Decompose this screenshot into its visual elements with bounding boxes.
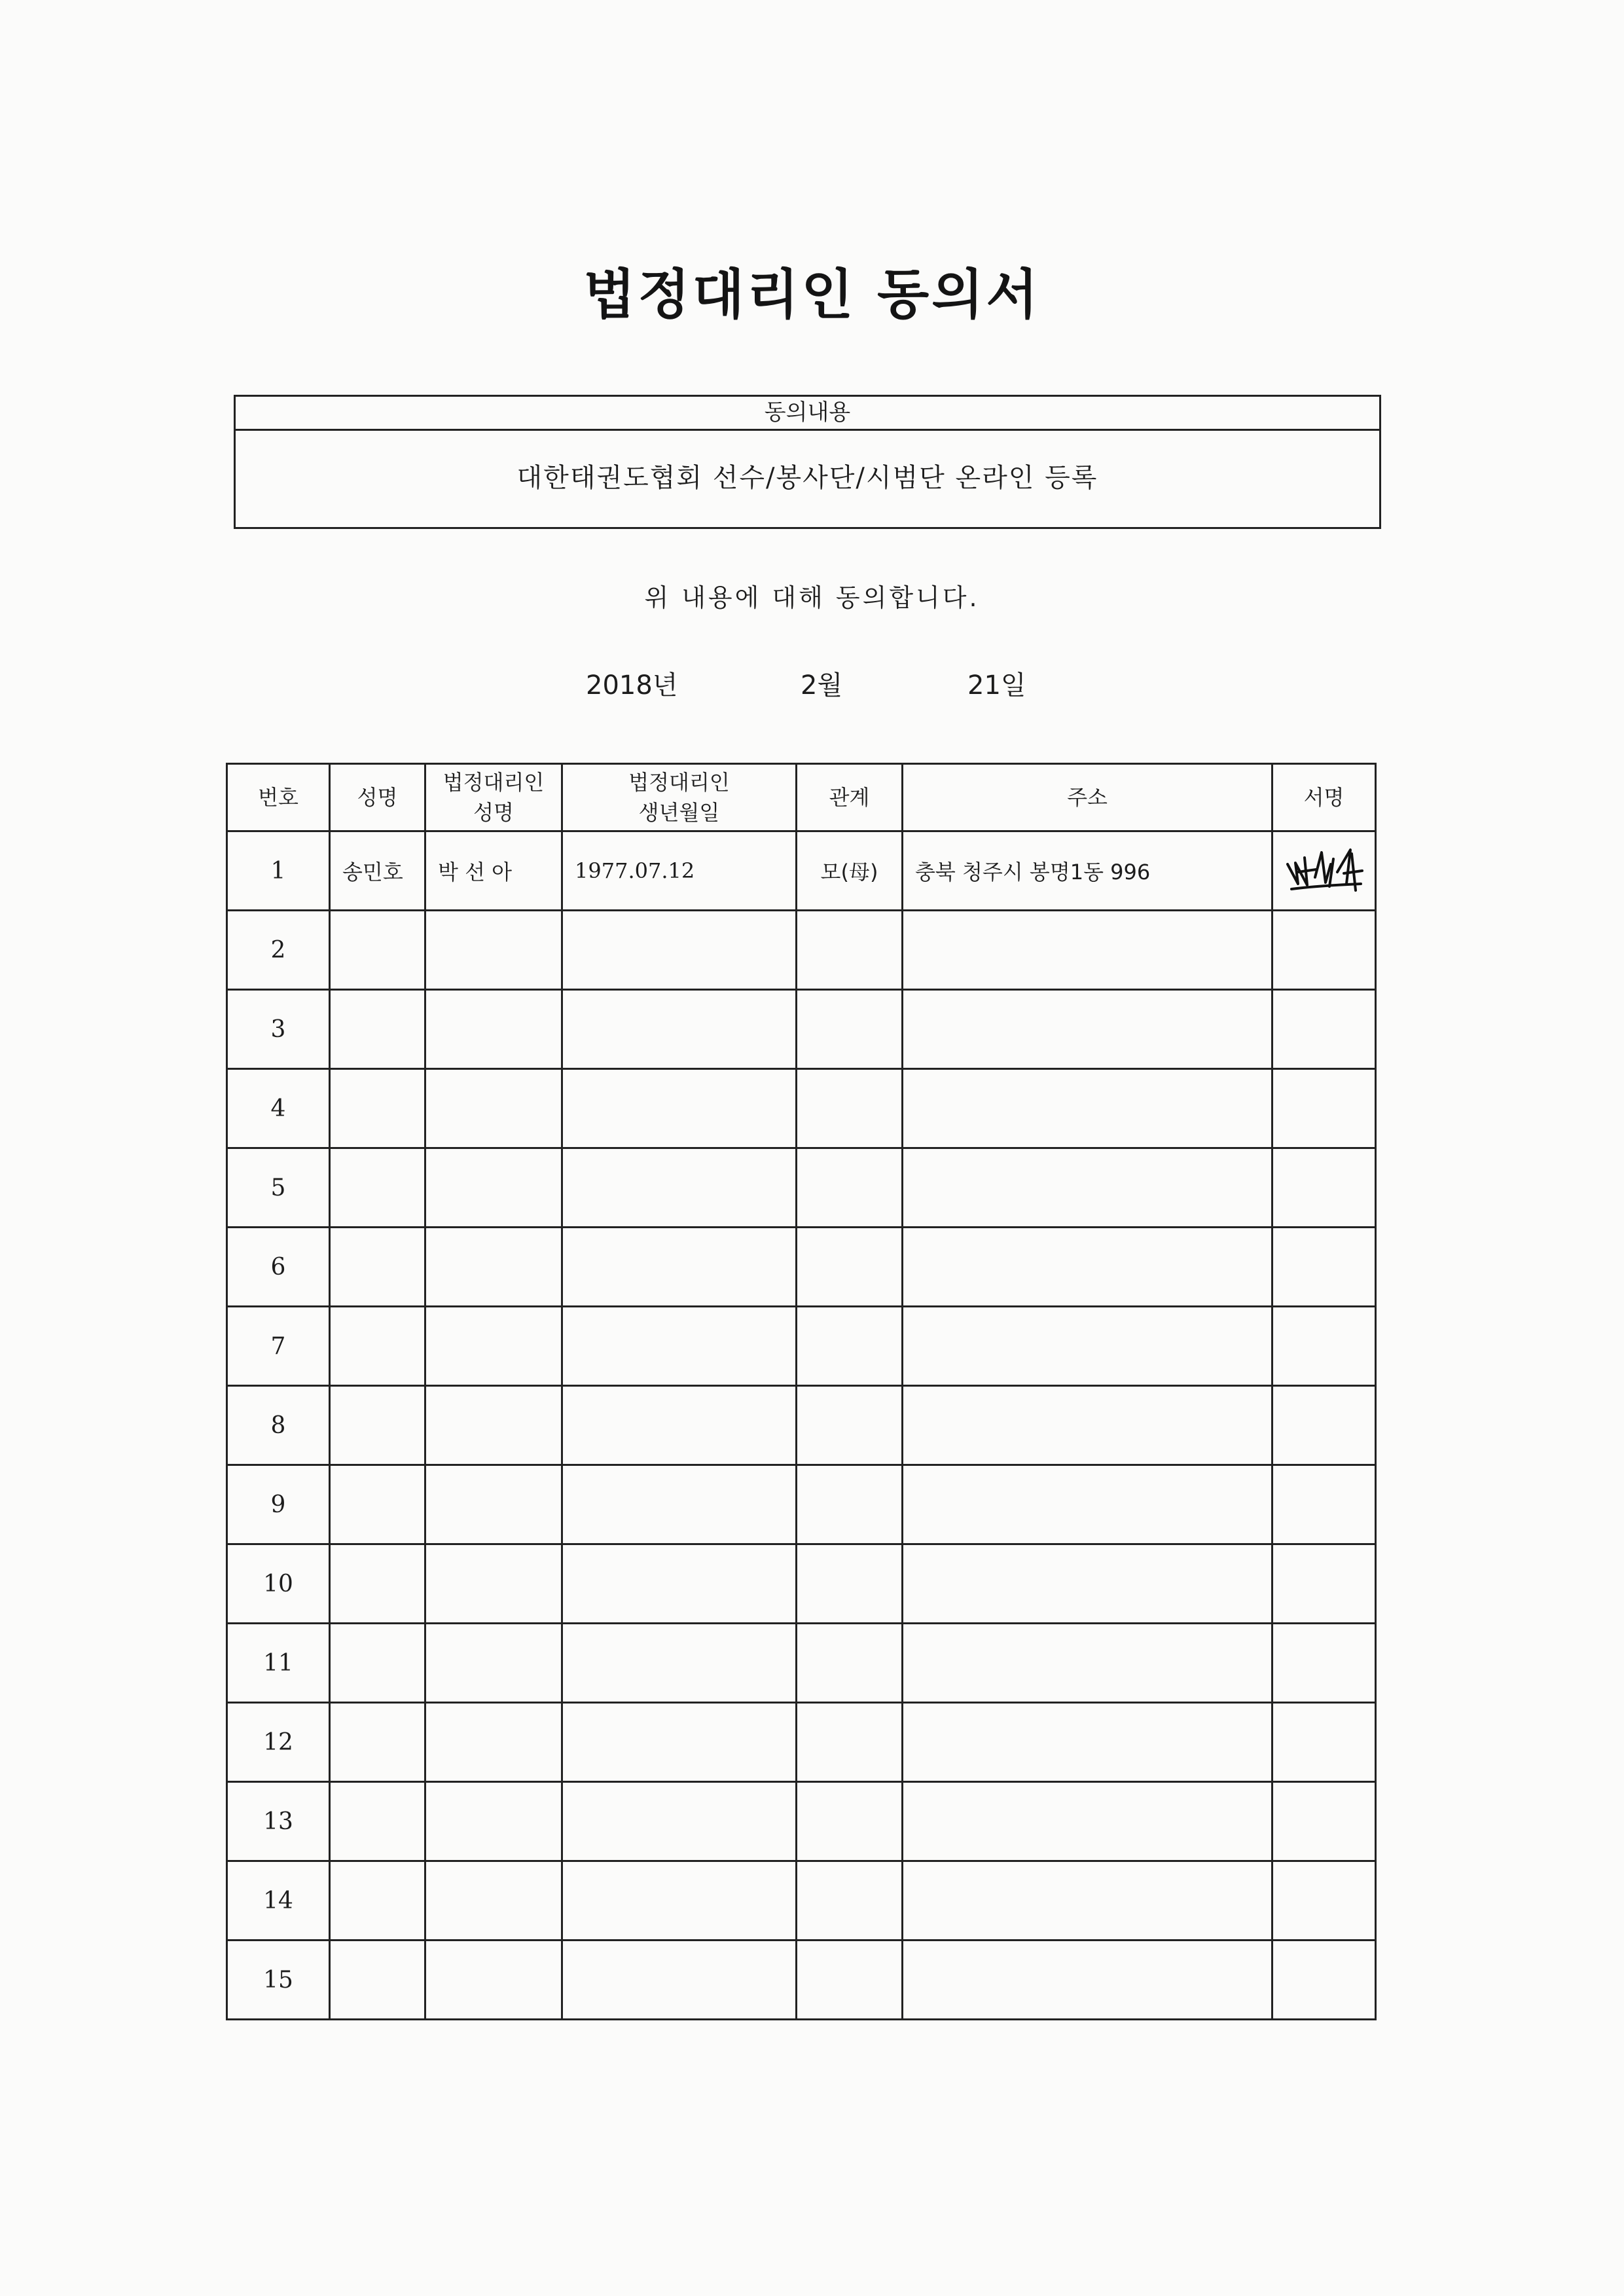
row-address bbox=[903, 1624, 1272, 1703]
row-signature bbox=[1272, 1624, 1376, 1703]
row-name bbox=[330, 1307, 425, 1386]
row-number: 9 bbox=[227, 1465, 330, 1544]
row-guardian-name bbox=[425, 1148, 562, 1228]
row-guardian-birthdate bbox=[562, 1228, 797, 1307]
header-guardian-birthdate: 법정대리인 생년월일 bbox=[562, 764, 797, 831]
row-guardian-name bbox=[425, 1465, 562, 1544]
row-address bbox=[903, 1465, 1272, 1544]
header-number: 번호 bbox=[227, 764, 330, 831]
row-guardian-name: 박 선 아 bbox=[425, 831, 562, 911]
row-relation bbox=[797, 1861, 903, 1941]
row-guardian-name bbox=[425, 990, 562, 1069]
row-name bbox=[330, 1782, 425, 1861]
row-address bbox=[903, 1861, 1272, 1941]
row-name bbox=[330, 1624, 425, 1703]
row-name bbox=[330, 990, 425, 1069]
row-number: 2 bbox=[227, 911, 330, 990]
agreement-statement: 위 내용에 대해 동의합니다. bbox=[644, 583, 980, 612]
row-signature bbox=[1272, 1386, 1376, 1465]
row-guardian-name bbox=[425, 1386, 562, 1465]
row-guardian-birthdate bbox=[562, 911, 797, 990]
row-number: 13 bbox=[227, 1782, 330, 1861]
row-guardian-name bbox=[425, 1069, 562, 1148]
row-name bbox=[330, 1386, 425, 1465]
row-guardian-name bbox=[425, 1544, 562, 1624]
table-row bbox=[227, 1307, 1376, 1386]
row-number: 5 bbox=[227, 1148, 330, 1228]
table-row bbox=[227, 1148, 1376, 1228]
row-number: 7 bbox=[227, 1307, 330, 1386]
row-relation bbox=[797, 1782, 903, 1861]
row-signature bbox=[1272, 1861, 1376, 1941]
row-address bbox=[903, 1069, 1272, 1148]
date-day: 21일 bbox=[967, 670, 1026, 701]
row-relation bbox=[797, 1307, 903, 1386]
table-row bbox=[227, 1861, 1376, 1941]
row-relation bbox=[797, 1624, 903, 1703]
row-number: 8 bbox=[227, 1386, 330, 1465]
handwritten-signature-icon bbox=[1278, 838, 1370, 903]
header-relation: 관계 bbox=[797, 764, 903, 831]
row-address bbox=[903, 1703, 1272, 1782]
document-title: 법정대리인 동의서 bbox=[583, 264, 1041, 326]
table-row bbox=[227, 1069, 1376, 1148]
row-address bbox=[903, 1544, 1272, 1624]
row-relation bbox=[797, 1703, 903, 1782]
row-name bbox=[330, 1941, 425, 2020]
row-guardian-birthdate bbox=[562, 1307, 797, 1386]
row-guardian-birthdate bbox=[562, 1465, 797, 1544]
row-guardian-birthdate: 1977.07.12 bbox=[562, 831, 797, 911]
date-year: 2018년 bbox=[586, 670, 678, 701]
table-row bbox=[227, 1941, 1376, 2020]
row-relation: 모(母) bbox=[797, 831, 903, 911]
row-guardian-birthdate bbox=[562, 1703, 797, 1782]
row-signature bbox=[1272, 1228, 1376, 1307]
row-name: 송민호 bbox=[330, 831, 425, 911]
row-signature bbox=[1272, 1782, 1376, 1861]
row-address bbox=[903, 1307, 1272, 1386]
table-row bbox=[227, 1465, 1376, 1544]
row-signature bbox=[1272, 1941, 1376, 2020]
table-row bbox=[227, 1782, 1376, 1861]
row-address bbox=[903, 1228, 1272, 1307]
row-guardian-birthdate bbox=[562, 1782, 797, 1861]
row-signature bbox=[1272, 1148, 1376, 1228]
row-signature bbox=[1272, 831, 1376, 911]
row-number: 15 bbox=[227, 1941, 330, 2020]
row-guardian-name bbox=[425, 1307, 562, 1386]
row-number: 14 bbox=[227, 1861, 330, 1941]
row-address bbox=[903, 1941, 1272, 2020]
row-guardian-name bbox=[425, 911, 562, 990]
header-name: 성명 bbox=[330, 764, 425, 831]
row-address bbox=[903, 990, 1272, 1069]
row-signature bbox=[1272, 990, 1376, 1069]
row-address bbox=[903, 1386, 1272, 1465]
row-relation bbox=[797, 1465, 903, 1544]
row-guardian-birthdate bbox=[562, 990, 797, 1069]
header-guardian-name: 법정대리인 성명 bbox=[425, 764, 562, 831]
row-relation bbox=[797, 1148, 903, 1228]
table-row bbox=[227, 1544, 1376, 1624]
row-signature bbox=[1272, 1544, 1376, 1624]
row-name bbox=[330, 1228, 425, 1307]
row-guardian-name bbox=[425, 1782, 562, 1861]
row-number: 12 bbox=[227, 1703, 330, 1782]
row-name bbox=[330, 1703, 425, 1782]
row-relation bbox=[797, 911, 903, 990]
row-number: 11 bbox=[227, 1624, 330, 1703]
row-guardian-name bbox=[425, 1861, 562, 1941]
header-signature: 서명 bbox=[1272, 764, 1376, 831]
date-month: 2월 bbox=[801, 670, 843, 701]
row-signature bbox=[1272, 1307, 1376, 1386]
row-name bbox=[330, 1861, 425, 1941]
row-relation bbox=[797, 1386, 903, 1465]
consent-box bbox=[234, 395, 1381, 529]
row-number: 1 bbox=[227, 831, 330, 911]
table-header-row bbox=[227, 764, 1376, 831]
row-guardian-birthdate bbox=[562, 1861, 797, 1941]
row-guardian-birthdate bbox=[562, 1069, 797, 1148]
table-row bbox=[227, 1228, 1376, 1307]
row-number: 6 bbox=[227, 1228, 330, 1307]
row-signature bbox=[1272, 911, 1376, 990]
table-row bbox=[227, 831, 1376, 911]
consent-table bbox=[226, 763, 1377, 2020]
row-name bbox=[330, 1069, 425, 1148]
table-row bbox=[227, 1703, 1376, 1782]
row-guardian-name bbox=[425, 1228, 562, 1307]
header-address: 주소 bbox=[903, 764, 1272, 831]
row-name bbox=[330, 1465, 425, 1544]
row-number: 4 bbox=[227, 1069, 330, 1148]
row-relation bbox=[797, 1069, 903, 1148]
row-relation bbox=[797, 1941, 903, 2020]
row-number: 10 bbox=[227, 1544, 330, 1624]
table-row bbox=[227, 990, 1376, 1069]
row-guardian-birthdate bbox=[562, 1624, 797, 1703]
row-relation bbox=[797, 1544, 903, 1624]
table-row bbox=[227, 1386, 1376, 1465]
row-guardian-birthdate bbox=[562, 1544, 797, 1624]
row-address bbox=[903, 911, 1272, 990]
row-guardian-name bbox=[425, 1703, 562, 1782]
row-signature bbox=[1272, 1465, 1376, 1544]
row-guardian-birthdate bbox=[562, 1148, 797, 1228]
row-name bbox=[330, 911, 425, 990]
row-name bbox=[330, 1544, 425, 1624]
row-guardian-birthdate bbox=[562, 1386, 797, 1465]
row-address: 충북 청주시 봉명1동 996 bbox=[903, 831, 1272, 911]
row-guardian-name bbox=[425, 1624, 562, 1703]
consent-content: 대한태권도협회 선수/봉사단/시범단 온라인 등록 bbox=[516, 463, 1098, 493]
table-row bbox=[227, 911, 1376, 990]
row-signature bbox=[1272, 1703, 1376, 1782]
table-row bbox=[227, 1624, 1376, 1703]
row-address bbox=[903, 1148, 1272, 1228]
row-signature bbox=[1272, 1069, 1376, 1148]
row-name bbox=[330, 1148, 425, 1228]
row-relation bbox=[797, 990, 903, 1069]
row-guardian-birthdate bbox=[562, 1941, 797, 2020]
row-address bbox=[903, 1782, 1272, 1861]
row-relation bbox=[797, 1228, 903, 1307]
consent-heading: 동의내용 bbox=[236, 397, 1379, 431]
row-number: 3 bbox=[227, 990, 330, 1069]
row-guardian-name bbox=[425, 1941, 562, 2020]
